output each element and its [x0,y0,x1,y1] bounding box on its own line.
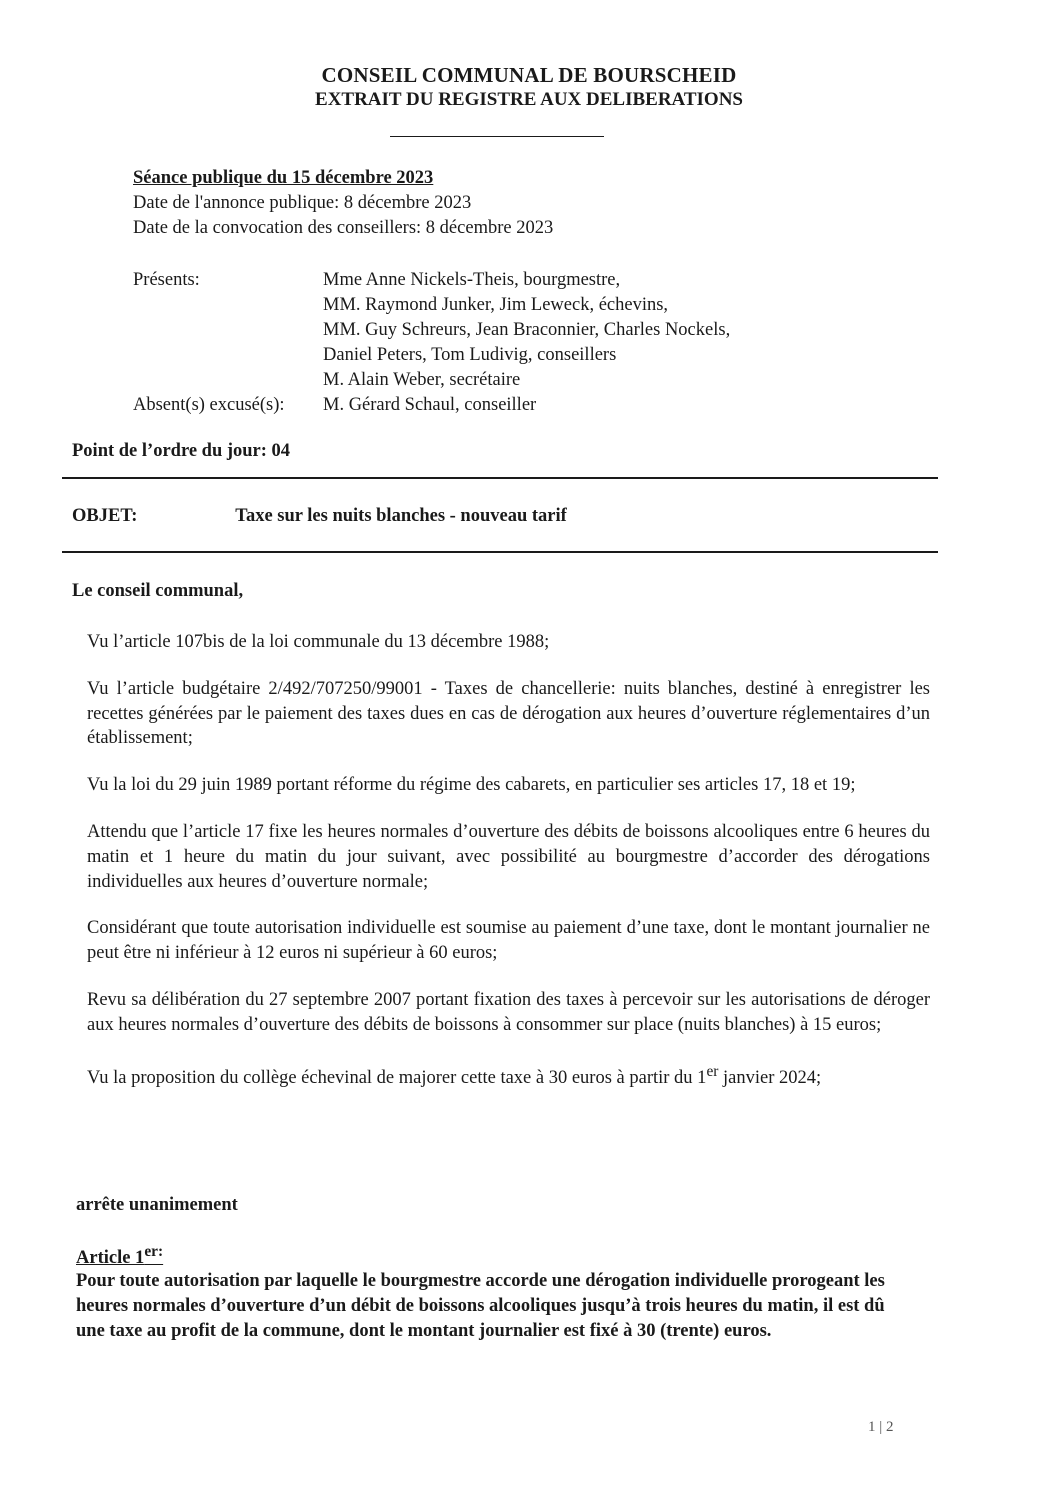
document-header [0,62,1058,112]
subject-text: Taxe sur les nuits blanches - nouveau tarif [235,506,567,526]
seance-info [133,166,553,241]
proposition-superscript: er [706,1062,719,1080]
considerant-paragraph: Attendu que l’article 17 fixe les heures normales d’ouverture des débits de boissons alcooliques entre 6 heures du matin et 1 heure du matin du jour suivant, avec possibilité au bourgmestre d’accorder des dérogations individuelles aux heures d’ouverture normale; [87,821,930,892]
considerant-paragraph: Considérant que toute autorisation individuelle est soumise au paiement d’une taxe, dont le montant journalier ne peut être ni inférieur à 12 euros ni supérieur à 60 euros; [87,918,930,964]
proposition-text-end: janvier 2024; [718,1067,822,1088]
attendance-block [133,268,730,418]
page-number: 1 | 2 [868,1419,894,1435]
divider-bottom [62,551,938,553]
considerant-paragraph: Vu la loi du 29 juin 1989 portant réforme du régime des cabarets, en particulier ses articles 17, 18 et 19; [87,775,856,796]
article-title-superscript: er: [144,1243,164,1260]
announcement-date: Date de l'annonce publique: 8 décembre 2023 [133,193,472,213]
considerant-paragraph: Revu sa délibération du 27 septembre 2007 portant fixation des taxes à percevoir sur les autorisations de déroger aux heures normales d’ouverture des débits de boissons à consommer sur place (nuits blanches) à 15 euros; [87,989,930,1035]
presents-label: Présents: [133,270,200,290]
convocation-date: Date de la convocation des conseillers: 8 décembre 2023 [133,218,554,238]
header-divider [390,136,604,137]
article-title [76,1243,163,1269]
present-member: MM. Guy Schreurs, Jean Braconnier, Charles Nockels, [323,320,731,340]
header-subtitle: EXTRAIT DU REGISTRE AUX DELIBERATIONS [315,89,743,110]
divider-top [62,477,938,479]
seance-title: Séance publique du 15 décembre 2023 [133,168,434,188]
present-member: M. Alain Weber, secrétaire [323,370,521,390]
considerants [87,630,930,1113]
absent-member: M. Gérard Schaul, conseiller [323,395,537,415]
decision-heading: arrête unanimement [76,1195,238,1215]
present-member: MM. Raymond Junker, Jim Leweck, échevins, [323,295,669,315]
subject-label: OBJET: [72,506,138,526]
council-heading: Le conseil communal, [72,581,244,601]
present-member: Mme Anne Nickels-Theis, bourgmestre, [323,270,621,290]
header-title: CONSEIL COMMUNAL DE BOURSCHEID [321,63,737,87]
article-text: Pour toute autorisation par laquelle le bourgmestre accorde une dérogation individuelle prorogeant les heures normales d’ouverture d’un débit de boissons alcooliques jusqu’à trois heures du matin, il est dû une taxe au profit de la commune, dont le montant journalier est fixé à 30 (trente) euros. [76,1271,885,1341]
article-title-text: Article 1 [76,1248,145,1269]
agenda-point: Point de l’ordre du jour: 04 [72,441,291,461]
presents-list [323,268,730,393]
subject-line [72,506,567,527]
proposition-text: Vu la proposition du collège échevinal de majorer cette taxe à 30 euros à partir du 1 [87,1067,707,1088]
considerant-paragraph: Vu l’article 107bis de la loi communale du 13 décembre 1988; [87,632,550,652]
absents-label: Absent(s) excusé(s): [133,395,285,415]
considerant-paragraph: Vu l’article budgétaire 2/492/707250/99001 - Taxes de chancellerie: nuits blanches, destiné à enregistrer les recettes générées par le paiement des taxes dues en cas de dérogation aux heures d’ouverture réglementaires d’un établissement; [87,678,930,749]
present-member: Daniel Peters, Tom Ludivig, conseillers [323,345,617,365]
proposition-paragraph [87,1060,930,1091]
